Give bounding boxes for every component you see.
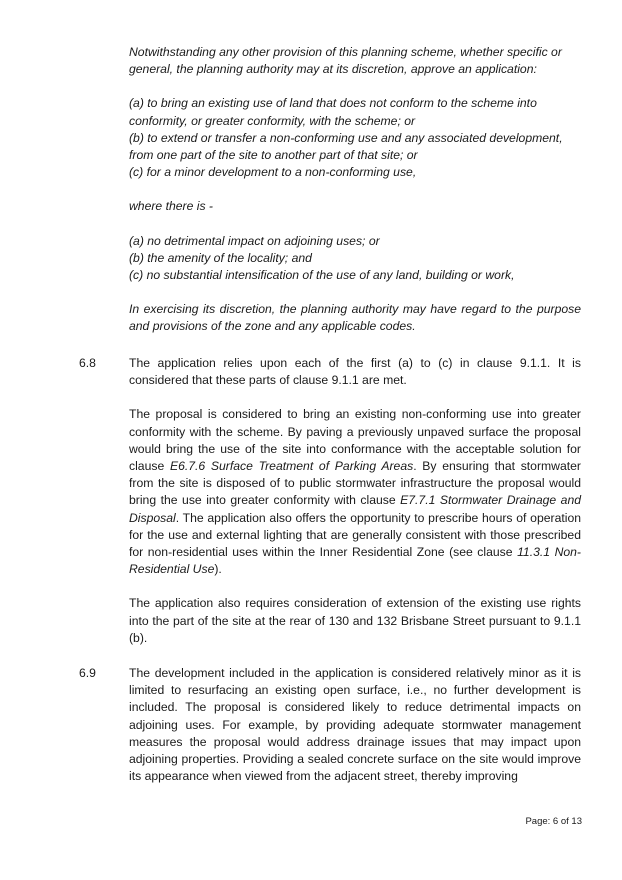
quote-option-a: (a) to bring an existing use of land that does not conform to the scheme into conformity, or greater conformity, with the scheme; or (129, 96, 537, 128)
quote-intro: Notwithstanding any other provision of this planning scheme, whether specific or general, the planning authority may at its discretion, approve an application: (129, 45, 562, 77)
section-6-8-p3: The application also requires consideration of extension of the existing use rights into the part of the site at the rear of 130 and 132 Brisbane Street pursuant to 9.1.1 (b). (129, 596, 581, 645)
section-6-9-p1: The development included in the application is considered relatively minor as it is limited to resurfacing an existing open surface, i.e., no further development is included. The proposal is considered likely to reduce detrimental impacts on adjoining uses. For example, by providing adequate stormwater management measures the proposal would address drainage issues that may impact upon adjoining properties. Providing a sealed concrete surface on the site would improve its appearance when viewed from the adjacent street, thereby improving (129, 666, 581, 784)
section-6-8-p2 (129, 406, 581, 578)
quote-discretion: In exercising its discretion, the planning authority may have regard to the purpose and provisions of the zone and any applicable codes. (129, 302, 581, 334)
p2-text-b: . By ensuring that stormwater from the site is disposed of to public stormwater infrastructure the proposal would bring the use into greater conformity with clause (129, 459, 581, 508)
p2-text-a: The proposal is considered to bring an existing non-conforming use into greater conformity with the scheme. By paving a previously unpaved surface the proposal would bring the use of the site into conformance with the acceptable solution for clause (129, 407, 581, 474)
quote-condition-b: (b) the amenity of the locality; and (129, 250, 312, 265)
section-number-6-9: 6.9 (79, 666, 96, 680)
p2-text-d: ). (214, 562, 222, 577)
quoted-clause (129, 44, 581, 336)
quote-where: where there is - (129, 199, 213, 214)
section-number-6-8: 6.8 (79, 356, 96, 370)
quote-condition-c: (c) no substantial intensification of the use of any land, building or work, (129, 268, 515, 283)
section-6-9 (129, 665, 581, 785)
section-6-8 (129, 355, 581, 647)
p2-text-c: . The application also offers the opportunity to prescribe hours of operation for the use and external lighting that are generally consistent with those prescribed for non-residential uses within the Inner Residential Zone (see clause (129, 510, 581, 560)
quote-option-b: (b) to extend or transfer a non-conforming use and any associated development, from one part of the site to another part of that site; or (129, 130, 563, 163)
section-6-8-p1: The application relies upon each of the first (a) to (c) in clause 9.1.1. It is considered that these parts of clause 9.1.1 are met. (129, 356, 581, 388)
clause-ref-e771: E7.7.1 Stormwater Drainage and Disposal (129, 493, 581, 525)
quote-condition-a: (a) no detrimental impact on adjoining uses; or (129, 233, 380, 248)
clause-ref-e676: E6.7.6 Surface Treatment of Parking Areas (169, 459, 414, 474)
quote-option-c: (c) for a minor development to a non-conforming use, (129, 165, 417, 180)
page-number: Page: 6 of 13 (525, 816, 582, 827)
clause-ref-1131: 11.3.1 Non-Residential Use (129, 545, 581, 577)
